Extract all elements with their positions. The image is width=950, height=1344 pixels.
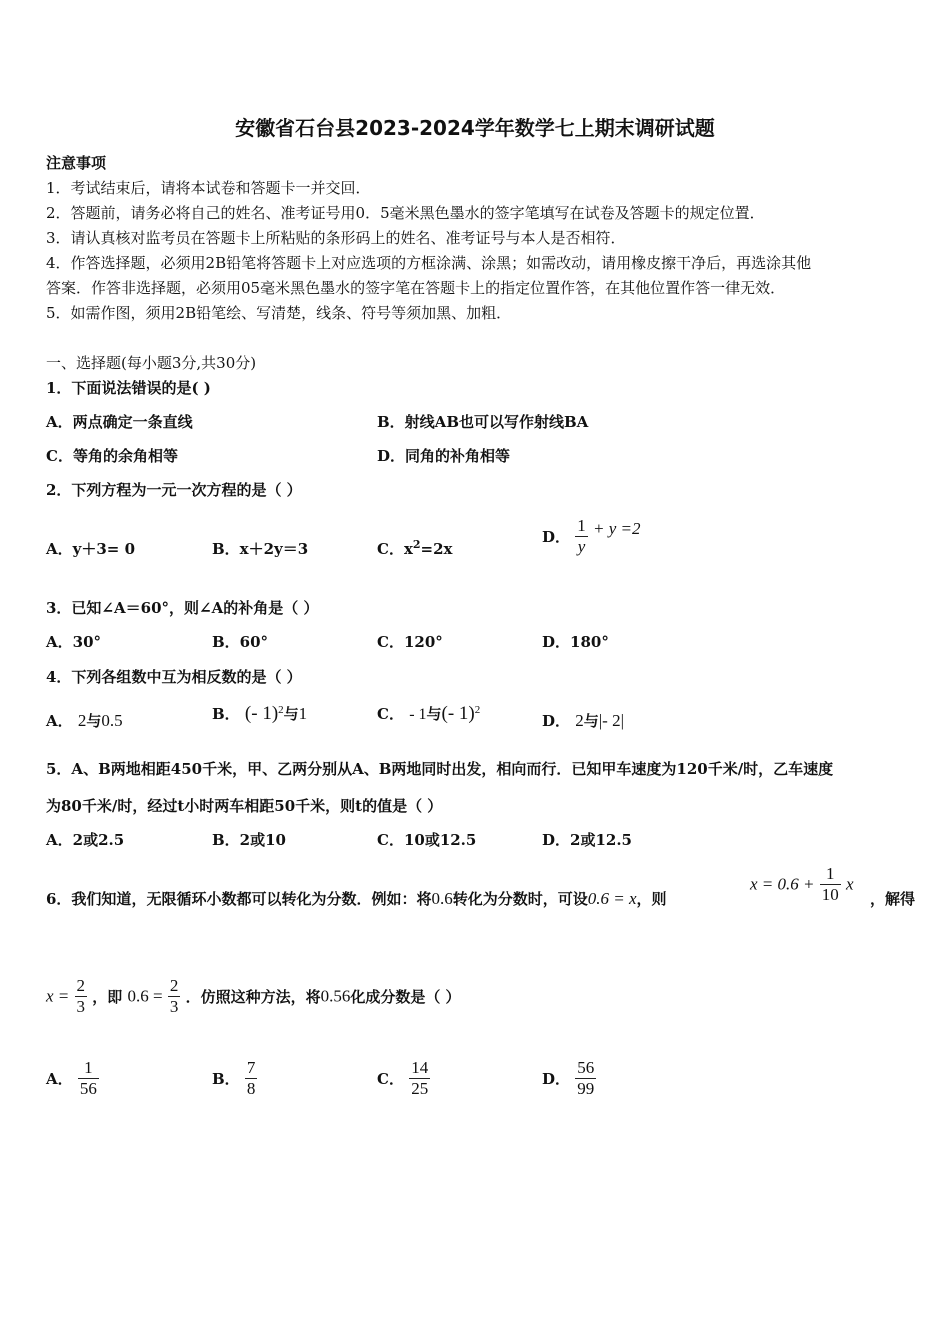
q5-option-a: A．2或2.5 [46, 831, 125, 849]
q1-option-a: A．两点确定一条直线 [46, 413, 193, 431]
notice-4-cont: 答案．作答非选择题，必须用05毫米黑色墨水的签字笔在答题卡上的指定位置作答，在其他位置作答一律无效． [46, 279, 786, 297]
q6-d-num: 56 [577, 1058, 595, 1077]
q6-m3-pre: x = 0.6 + [750, 874, 815, 894]
q4-c-m1: - 1 [409, 706, 427, 723]
q6-m1: 0.6 [431, 889, 453, 908]
q2-option-b: B．x＋2y＝3 [212, 540, 309, 558]
q4-a-m2: 0.5 [101, 711, 123, 730]
q2-option-c [377, 538, 453, 559]
q6-stem-line2 [46, 976, 461, 1017]
q6-m4-num: 2 [76, 976, 86, 995]
q6-stem-line1 [46, 888, 667, 909]
q2-option-d [542, 516, 640, 557]
q3-option-b: B．60° [212, 633, 269, 651]
q6-b-den: 8 [246, 1079, 256, 1098]
q6-p3: ，则 [636, 890, 667, 908]
q2-stem: 2．下列方程为一元一次方程的是（ ） [46, 481, 302, 499]
q1-option-d: D．同角的补角相等 [377, 447, 511, 465]
notice-4: 4．作答选择题，必须用2B铅笔将答题卡上对应选项的方框涂满、涂黑；如需改动，请用橡皮擦干净后，再选涂其他 [46, 254, 812, 272]
q6-b-num: 7 [246, 1058, 256, 1077]
q6-p7: 化成分数是（ ） [350, 988, 461, 1006]
q4-option-b [212, 703, 307, 725]
q4-option-c [377, 703, 480, 725]
q6-option-d [542, 1058, 596, 1099]
q6-a-fraction [78, 1058, 99, 1099]
q5-stem-line2: 为80千米/时，经过t小时两车相距50千米，则t的值是（ ） [46, 797, 443, 815]
q2-c-pre: C．x [377, 540, 413, 558]
q6-option-b [212, 1058, 257, 1099]
notice-heading: 注意事项 [46, 154, 107, 172]
q6-p5: ，即 [92, 988, 123, 1006]
q6-a-den: 56 [79, 1079, 97, 1098]
q6-b-label: B． [212, 1070, 240, 1088]
q6-d-fraction [575, 1058, 596, 1099]
q6-m6: 0.56 [320, 986, 351, 1006]
q6-c-den: 25 [411, 1079, 429, 1098]
q2-d-rest: + y =2 [592, 518, 641, 538]
q4-b-m2: 1 [298, 704, 308, 723]
q6-m4-den: 3 [76, 997, 86, 1016]
q4-b-mid: 与 [283, 705, 299, 723]
q5-stem-line1: 5．A、B两地相距450千米，甲、乙两分别从A、B两地同时出发，相向而行．已知甲车速度为120千米/时，乙车速度 [46, 760, 834, 778]
notice-3: 3．请认真核对监考员在答题卡上所粘贴的条形码上的姓名、准考证号与本人是否相符． [46, 229, 626, 247]
q6-option-a [46, 1058, 99, 1099]
q6-d-label: D． [542, 1070, 571, 1088]
q4-a-label: A． [46, 712, 73, 730]
q4-a-m1: 2 [77, 711, 87, 730]
page-title: 安徽省石台县2023-2024学年数学七上期末调研试题 [235, 116, 715, 140]
q5-option-b: B．2或10 [212, 831, 286, 849]
q4-d-mid: 与 [583, 712, 599, 730]
q4-d-label: D． [542, 712, 571, 730]
q2-d-label: D． [542, 528, 571, 546]
q3-option-a: A．30° [46, 633, 102, 651]
q6-equation [750, 864, 854, 905]
q4-b-label: B． [212, 705, 240, 723]
q2-d-fraction [575, 516, 588, 557]
q4-b-m1: (- 1) [244, 703, 279, 724]
q3-option-c: C．120° [377, 633, 443, 651]
q4-c-mid: 与 [426, 705, 442, 723]
q5-option-d: D．2或12.5 [542, 831, 632, 849]
q2-c-post: =2x [420, 540, 453, 558]
q4-b-sup: 2 [278, 704, 284, 716]
q1-stem: 1．下面说法错误的是( ) [46, 379, 211, 397]
notice-2: 2．答题前，请务必将自己的姓名、准考证号用0．5毫米黑色墨水的签字笔填写在试卷及答题卡的规定位置． [46, 204, 765, 222]
q2-option-a: A．y＋3= 0 [46, 540, 136, 558]
q1-option-b: B．射线AB也可以写作射线BA [377, 413, 589, 431]
q6-a-label: A． [46, 1070, 73, 1088]
q4-c-m2: (- 1) [441, 703, 475, 724]
q6-m5-fraction [168, 976, 181, 1017]
q1-option-c: C．等角的余角相等 [46, 447, 178, 465]
notice-1: 1．考试结束后，请将本试卷和答题卡一并交回． [46, 179, 371, 197]
q6-p2: 转化为分数时，可设 [452, 890, 588, 908]
q4-c-label: C． [377, 705, 404, 723]
q3-stem: 3．已知∠A＝60°，则∠A的补角是（ ） [46, 599, 319, 617]
q6-c-fraction [409, 1058, 430, 1099]
q4-d-m1: 2 [575, 711, 584, 730]
q2-c-sup: 2 [412, 538, 421, 551]
q6-m3-num: 1 [820, 864, 841, 885]
q3-option-d: D．180° [542, 633, 609, 651]
q6-c-num: 14 [411, 1058, 429, 1077]
q6-m4-fraction [75, 976, 88, 1017]
q4-option-a [46, 710, 123, 731]
q2-d-num: 1 [577, 516, 586, 535]
q4-c-sup: 2 [474, 704, 481, 716]
q4-option-d [542, 710, 624, 731]
q6-p4: ，解得 [870, 890, 916, 908]
section-heading: 一、选择题(每小题3分,共30分) [46, 354, 257, 372]
q6-m5-den: 3 [169, 997, 179, 1016]
q4-d-m2: |- 2| [598, 711, 624, 730]
q6-m3-post: x [845, 874, 854, 894]
q6-m3-fraction [820, 864, 841, 905]
q4-a-mid: 与 [86, 712, 102, 730]
q6-p1: 6．我们知道，无限循环小数都可以转化为分数．例如：将 [46, 890, 432, 908]
notice-5: 5．如需作图，须用2B铅笔绘、写清楚，线条、符号等须加黑、加粗． [46, 304, 512, 322]
q6-c-label: C． [377, 1070, 404, 1088]
q2-d-den: y [577, 537, 586, 556]
q6-m4-pre: x = [46, 986, 70, 1006]
q6-m2: 0.6 = x [587, 889, 637, 908]
q6-a-num: 1 [78, 1058, 99, 1079]
q6-m5-pre: 0.6 = [127, 986, 163, 1006]
q6-option-c [377, 1058, 430, 1099]
q4-stem: 4．下列各组数中互为相反数的是（ ） [46, 668, 302, 686]
q5-option-c: C．10或12.5 [377, 831, 477, 849]
q6-b-fraction [245, 1058, 258, 1099]
q6-m5-num: 2 [169, 976, 179, 995]
q6-m3-den: 10 [821, 885, 839, 904]
q6-p6: ．仿照这种方法，将 [185, 988, 321, 1006]
q6-d-den: 99 [577, 1079, 595, 1098]
